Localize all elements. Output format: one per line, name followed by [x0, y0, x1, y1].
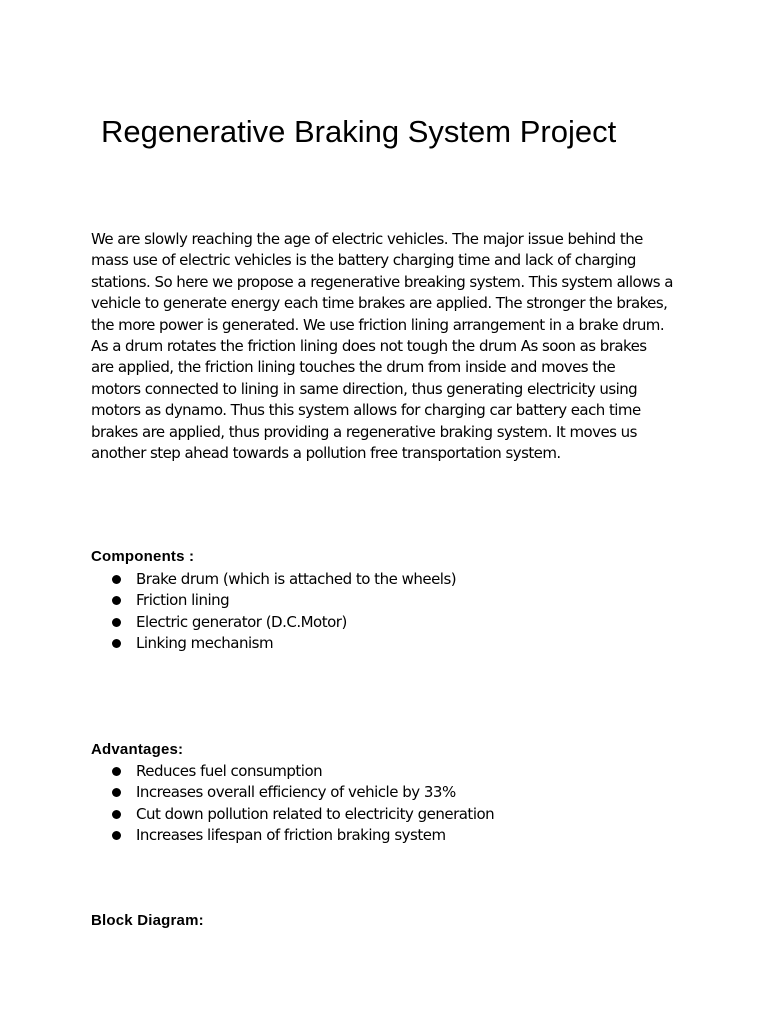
bullet-dot-icon — [112, 575, 121, 584]
list-item-text: Increases lifespan of friction braking system — [136, 826, 446, 845]
list-item — [112, 569, 456, 590]
intro-line: motors connected to lining in same direction, thus generating electricity using — [91, 379, 638, 398]
block-diagram-heading: Block Diagram: — [91, 912, 204, 929]
list-item — [112, 825, 494, 846]
bullet-dot-icon — [112, 810, 121, 819]
intro-line: We are slowly reaching the age of electric vehicles. The major issue behind the — [91, 230, 643, 248]
list-item-text: Friction lining — [136, 591, 230, 610]
list-item — [112, 782, 494, 803]
bullet-dot-icon — [112, 831, 121, 840]
advantages-list — [112, 761, 494, 847]
advantages-heading: Advantages: — [91, 741, 184, 758]
list-item — [112, 590, 456, 611]
bullet-dot-icon — [112, 788, 121, 797]
intro-line: stations. So here we propose a regenerative breaking system. This system allows a — [91, 272, 673, 291]
intro-line: the more power is generated. We use friction lining arrangement in a brake drum. — [91, 315, 665, 334]
intro-line: are applied, the friction lining touches the drum from inside and moves the — [91, 358, 616, 377]
list-item — [112, 633, 456, 654]
bullet-dot-icon — [112, 596, 121, 605]
bullet-dot-icon — [112, 767, 121, 776]
intro-line: brakes are applied, thus providing a regenerative braking system. It moves us — [91, 422, 637, 441]
intro-paragraph — [91, 229, 691, 464]
list-item-text: Increases overall efficiency of vehicle by 33% — [136, 783, 456, 802]
bullet-dot-icon — [112, 639, 121, 648]
components-list — [112, 569, 456, 655]
list-item-text: Linking mechanism — [136, 634, 274, 653]
intro-line: As a drum rotates the friction lining does not tough the drum As soon as brakes — [91, 337, 647, 356]
intro-line: vehicle to generate energy each time brakes are applied. The stronger the brakes, — [91, 294, 668, 313]
page-title: Regenerative Braking System Project — [101, 114, 617, 149]
components-heading: Components : — [91, 548, 195, 565]
list-item — [112, 612, 456, 633]
list-item-text: Electric generator (D.C.Motor) — [136, 612, 347, 631]
intro-line: another step ahead towards a pollution free transportation system. — [91, 444, 561, 463]
list-item-text: Reduces fuel consumption — [136, 762, 323, 780]
intro-line: mass use of electric vehicles is the battery charging time and lack of charging — [91, 251, 636, 270]
list-item — [112, 761, 494, 782]
list-item-text: Brake drum (which is attached to the wheels) — [136, 570, 457, 588]
list-item — [112, 804, 494, 825]
list-item-text: Cut down pollution related to electricity generation — [136, 804, 495, 823]
intro-line: motors as dynamo. Thus this system allows for charging car battery each time — [91, 401, 641, 420]
bullet-dot-icon — [112, 618, 121, 627]
